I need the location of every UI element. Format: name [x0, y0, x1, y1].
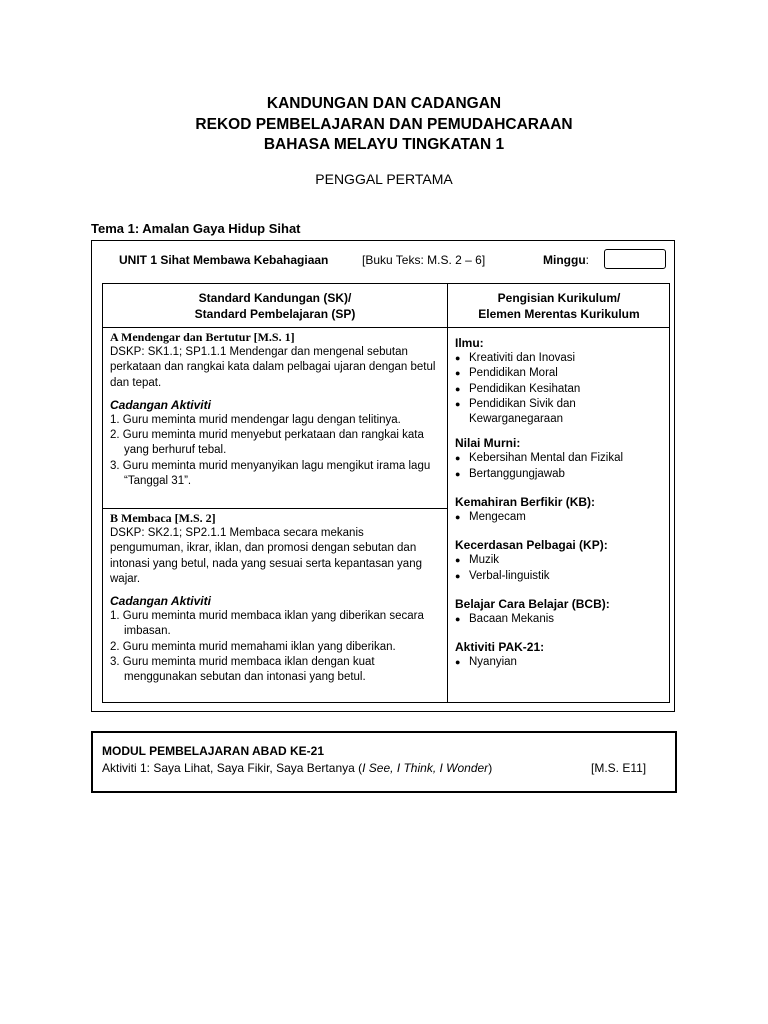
section-a-heading: A Mendengar dan Bertutur [M.S. 1] [110, 330, 295, 344]
penggal-heading: PENGGAL PERTAMA [315, 171, 453, 187]
kp-label: Kecerdasan Pelbagai (KP): [455, 538, 608, 553]
modul-page-ref: [M.S. E11] [591, 761, 647, 775]
title-line-2: REKOD PEMBELAJARAN DAN PEMUDAHCARAAN [195, 115, 573, 133]
title-line-1: KANDUNGAN DAN CADANGAN [266, 95, 502, 112]
col-header-pengisian: Pengisian Kurikulum/ Elemen Merentas Kurikulum [478, 291, 640, 321]
list-item: ● Bertanggungjawab [455, 467, 665, 482]
list-item: ● Nyanyian [455, 655, 665, 670]
section-b-cadangan: Cadangan Aktiviti [110, 594, 211, 609]
document-header [0, 94, 768, 156]
pengisian-kurikulum [455, 336, 665, 671]
column-divider [447, 284, 448, 702]
nilai-label: Nilai Murni: [455, 436, 521, 451]
tema-heading: Tema 1: Amalan Gaya Hidup Sihat [91, 221, 301, 236]
section-divider [103, 508, 447, 509]
list-item: 1. Guru meminta murid mendengar lagu dengan telitinya. [110, 414, 401, 427]
list-item: 2. Guru meminta murid menyebut perkataan dan rangkai kata yang berhuruf tebal. [110, 429, 424, 457]
unit-box [91, 240, 675, 712]
list-item: ● Muzik [455, 553, 665, 568]
minggu-field[interactable] [604, 249, 666, 269]
list-item: ● Pendidikan Kesihatan [455, 382, 665, 397]
list-item: 2. Guru meminta murid memahami iklan yang diberikan. [110, 640, 396, 653]
title-line-3: BAHASA MELAYU TINGKATAN 1 [263, 136, 505, 153]
minggu-label: Minggu: [543, 253, 589, 267]
list-item: ● Verbal-linguistik [455, 569, 665, 584]
section-a-cadangan: Cadangan Aktiviti [110, 397, 211, 412]
col-header-sk-sp: Standard Kandungan (SK)/ Standard Pembelajaran (SP) [194, 291, 356, 321]
section-b-dskp: DSKP: SK2.1; SP2.1.1 Membaca secara mekanis pengumuman, ikrar, iklan, dan promosi dengan sebutan dan intonasi yang betul, nada yang sesuai serta kepantasan yang wajar. [110, 527, 422, 585]
bcb-label: Belajar Cara Belajar (BCB): [455, 596, 610, 611]
modul-title: MODUL PEMBELAJARAN ABAD KE-21 [102, 744, 325, 758]
modul-box [91, 731, 677, 793]
curriculum-table [102, 283, 670, 703]
list-item: ● Pendidikan Moral [455, 366, 665, 381]
unit-title: UNIT 1 Sihat Membawa Kebahagiaan [119, 253, 329, 267]
list-item: 3. Guru meminta murid membaca iklan dengan kuat menggunakan sebutan dan intonasi yang betul. [110, 655, 375, 684]
list-item: ● Mengecam [455, 510, 665, 525]
section-b [110, 511, 440, 685]
section-a [110, 330, 440, 489]
list-item: ● Kebersihan Mental dan Fizikal [455, 451, 665, 466]
list-item: ● Pendidikan Sivik dan Kewarganegaraan [455, 397, 665, 427]
list-item: 1. Guru meminta murid membaca iklan yang diberikan secara imbasan. [110, 610, 424, 638]
list-item: 3. Guru meminta murid menyanyikan lagu mengikut irama lagu “Tanggal 31”. [110, 459, 431, 487]
modul-activity: Aktiviti 1: Saya Lihat, Saya Fikir, Saya Bertanya (I See, I Think, I Wonder) [102, 761, 493, 775]
list-item: ● Kreativiti dan Inovasi [455, 351, 665, 366]
header-divider [103, 327, 669, 328]
list-item: ● Bacaan Mekanis [455, 612, 665, 627]
ilmu-label: Ilmu: [455, 336, 484, 350]
pak-label: Aktiviti PAK-21: [455, 640, 545, 655]
section-b-heading: B Membaca [M.S. 2] [110, 511, 216, 525]
section-a-dskp: DSKP: SK1.1; SP1.1.1 Mendengar dan mengenal sebutan perkataan dan rangkai kata dalam pelbagai ujaran dengan betul dan tepat. [110, 346, 436, 389]
buku-teks-ref: [Buku Teks: M.S. 2 – 6] [362, 253, 486, 267]
kb-label: Kemahiran Berfikir (KB): [455, 494, 596, 509]
